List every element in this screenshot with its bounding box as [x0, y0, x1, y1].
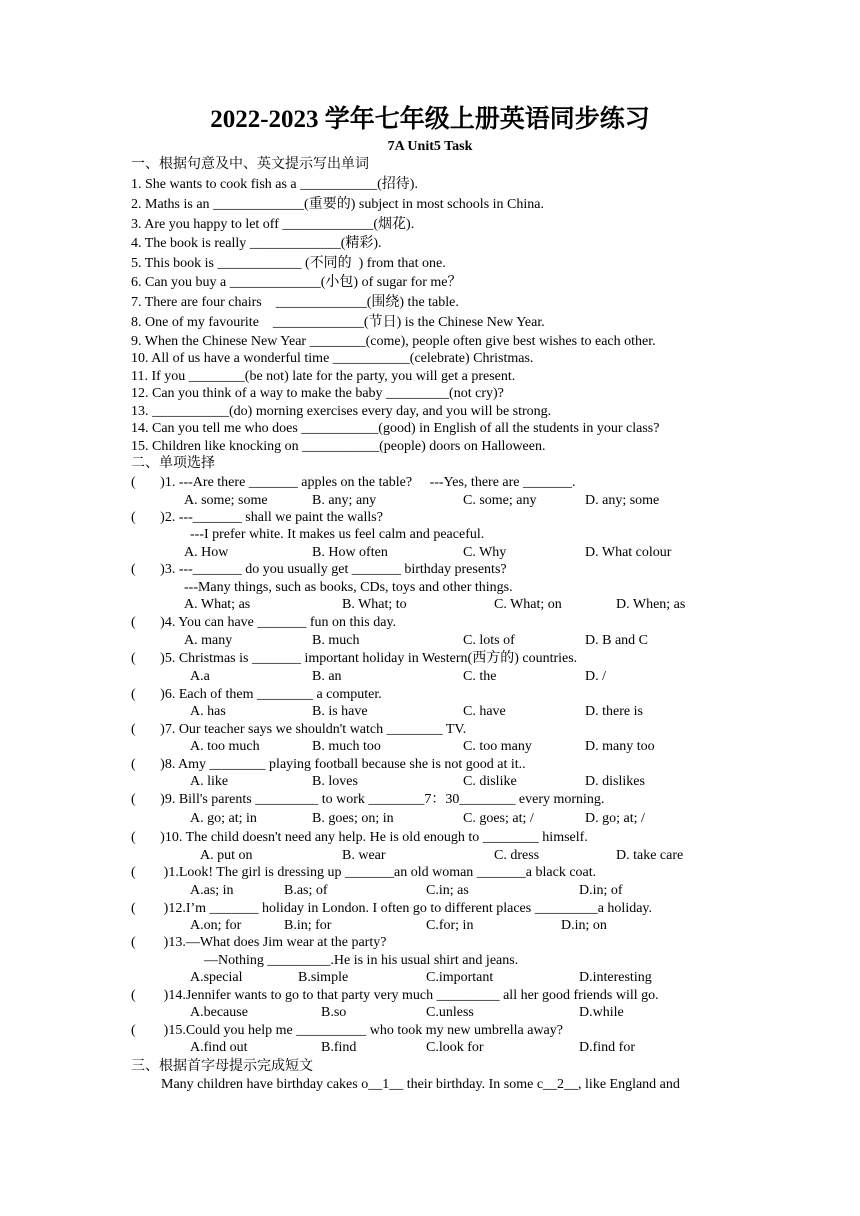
option-c: C. the — [463, 669, 497, 684]
option-d: D. dislikes — [585, 774, 645, 789]
option-c: C. dress — [494, 848, 540, 863]
option-b: B.find — [321, 1040, 357, 1055]
page-title: 2022-2023 学年七年级上册英语同步练习 — [210, 106, 650, 133]
option-d: D. What colour — [585, 545, 672, 560]
question-stem: ( )7. Our teacher says we shouldn't watch ________ TV. — [131, 722, 467, 737]
option-a: A. go; at; in — [190, 811, 257, 826]
fill-in-item: 6. Can you buy a _____________(小包) of sugar for me？ — [131, 275, 462, 290]
option-b: B. What; to — [342, 597, 407, 612]
option-a: A. some; some — [184, 493, 268, 508]
option-b: B. any; any — [312, 493, 377, 508]
question-stem: ( )1.Look! The girl is dressing up _______an old woman _______a black coat. — [131, 865, 597, 880]
option-d: D.while — [579, 1005, 624, 1020]
option-d: D.in; on — [561, 918, 607, 933]
option-c: C. have — [463, 704, 506, 719]
option-a: A.find out — [190, 1040, 248, 1055]
question-stem: ( )5. Christmas is _______ important holiday in Western(西方的) countries. — [131, 651, 578, 666]
page-subtitle: 7A Unit5 Task — [387, 139, 473, 154]
option-c: C. What; on — [494, 597, 562, 612]
option-a: A. like — [190, 774, 229, 789]
question-stem: ( )1. ---Are there _______ apples on the table? ---Yes, there are _______. — [131, 475, 576, 490]
option-c: C. some; any — [463, 493, 537, 508]
section-heading-multiple-choice: 二、单项选择 — [131, 456, 215, 471]
option-d: D. go; at; / — [585, 811, 645, 826]
option-d: D.in; of — [579, 883, 623, 898]
fill-in-item: 14. Can you tell me who does ___________(good) in English of all the students in your class? — [131, 421, 660, 436]
option-a: A. many — [184, 633, 233, 648]
question-stem: ( )6. Each of them ________ a computer. — [131, 687, 382, 702]
option-b: B. loves — [312, 774, 358, 789]
fill-in-item: 4. The book is really _____________(精彩). — [131, 236, 382, 251]
option-d: D. take care — [616, 848, 684, 863]
question-stem: ( )15.Could you help me __________ who took my new umbrella away? — [131, 1023, 563, 1038]
fill-in-item: 5. This book is ____________ (不同的 ) from that one. — [131, 256, 446, 271]
fill-in-item: 8. One of my favourite _____________(节日) is the Chinese New Year. — [131, 315, 545, 330]
option-b: B. How often — [312, 545, 388, 560]
option-c: C. Why — [463, 545, 507, 560]
option-a: A.as; in — [190, 883, 234, 898]
option-a: A.special — [190, 970, 243, 985]
option-c: C.look for — [426, 1040, 484, 1055]
fill-in-item: 3. Are you happy to let off _____________(烟花). — [131, 217, 415, 232]
option-b: B. goes; on; in — [312, 811, 394, 826]
option-a: A. has — [190, 704, 226, 719]
option-b: B. is have — [312, 704, 368, 719]
option-c: C.unless — [426, 1005, 474, 1020]
question-stem: ( )13.—What does Jim wear at the party? — [131, 935, 387, 950]
question-stem: ( )3. ---_______ do you usually get _______ birthday presents? — [131, 562, 507, 577]
option-d: D.interesting — [579, 970, 652, 985]
option-d: D. many too — [585, 739, 655, 754]
option-c: C.for; in — [426, 918, 474, 933]
question-stem-reply: —Nothing _________.He is in his usual shirt and jeans. — [204, 953, 519, 968]
fill-in-item: 10. All of us have a wonderful time ___________(celebrate) Christmas. — [131, 351, 534, 366]
question-stem: ( )12.I’m _______ holiday in London. I often go to different places _________a holiday. — [131, 901, 653, 916]
option-b: B.in; for — [284, 918, 332, 933]
option-a: A. How — [184, 545, 229, 560]
fill-in-item: 12. Can you think of a way to make the baby _________(not cry)? — [131, 386, 504, 401]
option-d: D. / — [585, 669, 606, 684]
option-b: B.simple — [298, 970, 349, 985]
option-b: B.as; of — [284, 883, 328, 898]
option-d: D. B and C — [585, 633, 648, 648]
cloze-paragraph: Many children have birthday cakes o__1__ their birthday. In some c__2__, like England and — [161, 1077, 680, 1092]
question-stem: ( )4. You can have _______ fun on this day. — [131, 615, 397, 630]
option-a: A. What; as — [184, 597, 251, 612]
option-a: A.because — [190, 1005, 248, 1020]
section-heading-cloze: 三、根据首字母提示完成短文 — [131, 1059, 313, 1074]
fill-in-item: 11. If you ________(be not) late for the party, you will get a present. — [131, 369, 516, 384]
question-stem-reply: ---I prefer white. It makes us feel calm and peaceful. — [190, 527, 485, 542]
option-a: A. put on — [200, 848, 253, 863]
fill-in-item: 9. When the Chinese New Year ________(come), people often give best wishes to each other. — [131, 334, 656, 349]
option-c: C. goes; at; / — [463, 811, 534, 826]
option-c: C.in; as — [426, 883, 469, 898]
option-c: C. too many — [463, 739, 532, 754]
option-b: B. much — [312, 633, 360, 648]
question-stem: ( )9. Bill's parents _________ to work ________7：30________ every morning. — [131, 792, 605, 807]
option-d: D.find for — [579, 1040, 635, 1055]
question-stem: ( )14.Jennifer wants to go to that party very much _________ all her good friends will go. — [131, 988, 659, 1003]
option-d: D. any; some — [585, 493, 660, 508]
fill-in-item: 1. She wants to cook fish as a ___________(招待). — [131, 177, 418, 192]
option-a: A.a — [190, 669, 210, 684]
option-a: A. too much — [190, 739, 260, 754]
option-a: A.on; for — [190, 918, 242, 933]
question-stem: ( )2. ---_______ shall we paint the walls? — [131, 510, 383, 525]
option-d: D. there is — [585, 704, 643, 719]
option-b: B. an — [312, 669, 342, 684]
question-stem: ( )10. The child doesn't need any help. He is old enough to ________ himself. — [131, 830, 588, 845]
option-c: C. dislike — [463, 774, 517, 789]
option-b: B. wear — [342, 848, 386, 863]
question-stem-reply: ---Many things, such as books, CDs, toys and other things. — [184, 580, 513, 595]
option-c: C.important — [426, 970, 494, 985]
fill-in-item: 7. There are four chairs _____________(围绕) the table. — [131, 295, 459, 310]
option-b: B. much too — [312, 739, 381, 754]
fill-in-item: 13. ___________(do) morning exercises every day, and you will be strong. — [131, 404, 552, 419]
section-heading-fill-in: 一、根据句意及中、英文提示写出单词 — [131, 157, 369, 172]
option-b: B.so — [321, 1005, 347, 1020]
fill-in-item: 15. Children like knocking on ___________(people) doors on Halloween. — [131, 439, 546, 454]
option-c: C. lots of — [463, 633, 515, 648]
option-d: D. When; as — [616, 597, 686, 612]
question-stem: ( )8. Amy ________ playing football because she is not good at it.. — [131, 757, 526, 772]
fill-in-item: 2. Maths is an _____________(重要的) subject in most schools in China. — [131, 197, 544, 212]
